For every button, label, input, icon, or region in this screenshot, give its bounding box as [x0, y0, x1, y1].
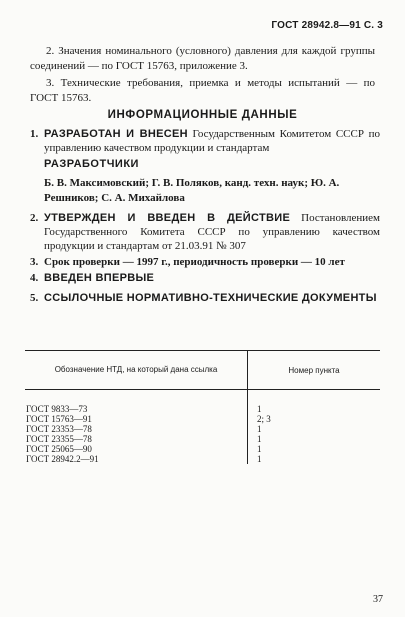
cell-item: 1 — [257, 404, 262, 414]
cell-item: 1 — [257, 444, 262, 454]
info-item-4 — [30, 271, 380, 285]
item-text: Постановлением Государственного Комитета СССР по управлению качеством продукции и стандартам от 21.03.91 № 307 — [44, 212, 380, 252]
cell-ntd: ГОСТ 28942.2—91 — [26, 454, 99, 464]
cell-ntd: ГОСТ 23353—78 — [26, 424, 92, 434]
item-number: 4. — [30, 272, 39, 284]
cell-ntd: ГОСТ 23355—78 — [26, 434, 92, 444]
info-title: ИНФОРМАЦИОННЫЕ ДАННЫЕ — [107, 109, 298, 121]
cell-item: 1 — [257, 454, 262, 464]
cell-ntd: ГОСТ 15763—91 — [26, 414, 92, 424]
item-number: 3. — [30, 256, 39, 268]
cell-ntd: ГОСТ 9833—73 — [26, 404, 88, 414]
table-header — [25, 350, 380, 390]
item-lead: ВВЕДЕН ВПЕРВЫЕ — [44, 272, 155, 284]
table-row — [25, 444, 380, 454]
note-2: 2. Значения номинального (условного) давления для каждой группы соединений — по ГОСТ 15763, приложение 3. — [30, 45, 375, 72]
table-row — [25, 434, 380, 444]
item-number: 1. — [30, 128, 39, 140]
page-number: 37 — [373, 594, 383, 605]
info-item-5 — [30, 291, 380, 306]
header-ntd: Обозначение НТД, на который дана ссылка — [25, 351, 248, 389]
note-3: 3. Технические требования, приемка и методы испытаний — по ГОСТ 15763. — [30, 77, 375, 104]
reference-table — [25, 350, 380, 464]
cell-item: 1 — [257, 434, 262, 444]
info-item-3 — [30, 255, 380, 269]
table-body — [25, 390, 380, 464]
page-header: ГОСТ 28942.8—91 С. 3 — [271, 20, 383, 31]
item-lead: РАЗРАБОТАН И ВНЕСЕН — [44, 128, 188, 140]
item-lead: ССЫЛОЧНЫЕ НОРМАТИВНО-ТЕХНИЧЕСКИЕ ДОКУМЕНТЫ — [44, 292, 377, 304]
cell-item: 1 — [257, 424, 262, 434]
info-item-1 — [30, 127, 380, 155]
info-item-2 — [30, 211, 380, 253]
developers-names: Б. В. Максимовский; Г. В. Поляков, канд. техн. наук; Ю. А. Решников; С. А. Михайлова — [44, 177, 340, 204]
item-text: Срок проверки — 1997 г., периодичность проверки — 10 лет — [44, 256, 345, 268]
cell-ntd: ГОСТ 25065—90 — [26, 444, 92, 454]
developers-title: РАЗРАБОТЧИКИ — [44, 158, 139, 170]
table-row — [25, 424, 380, 434]
header-item-number: Номер пункта — [288, 365, 340, 375]
item-text: Государственным Комитетом СССР по управлению качеством продукции и стандартам — [44, 128, 380, 154]
table-row — [25, 404, 380, 414]
table-row — [25, 414, 380, 424]
cell-item: 2; 3 — [257, 414, 271, 424]
item-number: 5. — [30, 292, 39, 304]
item-number: 2. — [30, 212, 39, 224]
item-lead: УТВЕРЖДЕН И ВВЕДЕН В ДЕЙСТВИЕ — [44, 212, 291, 224]
table-row — [25, 454, 380, 464]
